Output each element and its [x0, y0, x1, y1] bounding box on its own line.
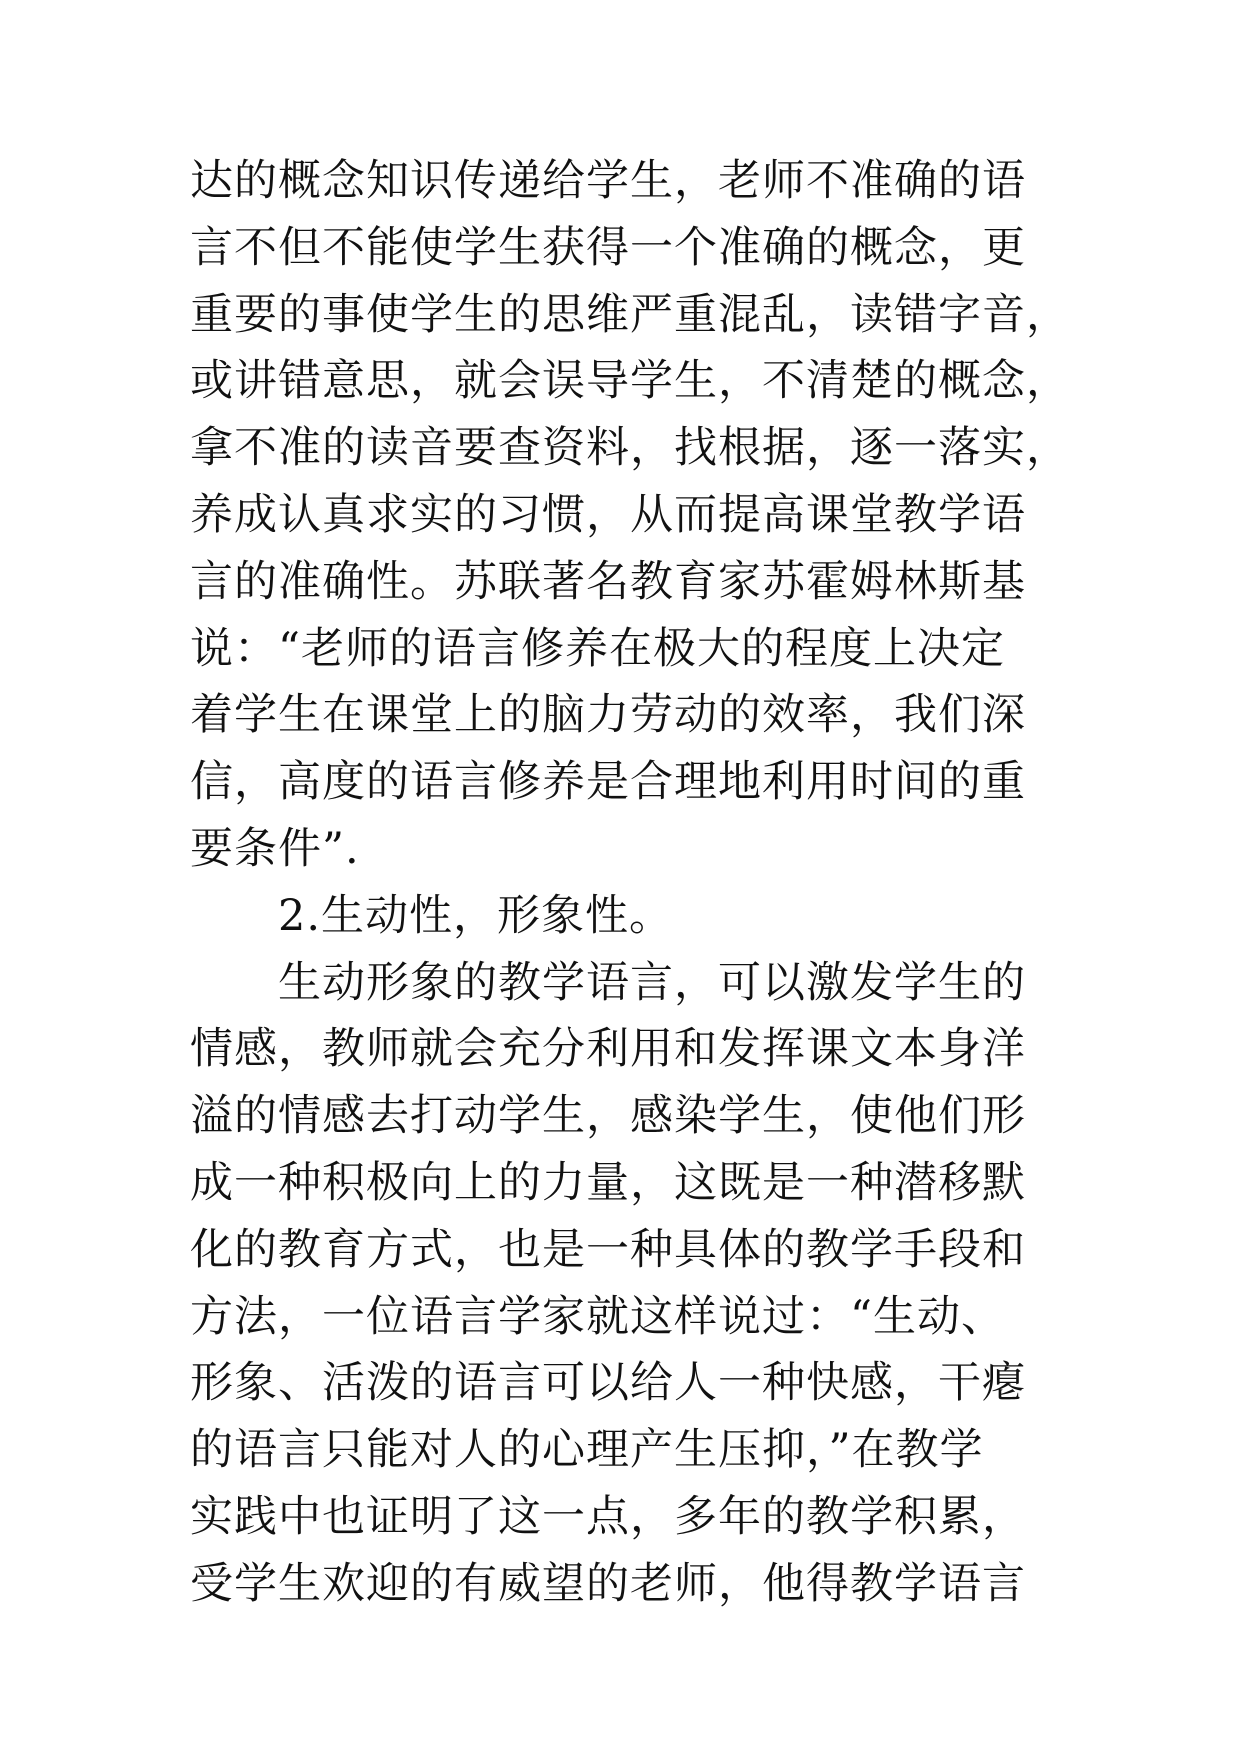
- text-line: 方法，一位语言学家就这样说过：“生动、: [190, 1291, 1005, 1342]
- text-line: 或讲错意思，就会误导学生，不清楚的概念，: [190, 356, 1070, 407]
- text-line: 化的教育方式，也是一种具体的教学手段和: [190, 1224, 1026, 1275]
- section-heading: 2.生动性，形象性。: [278, 890, 674, 941]
- text-line: 成一种积极向上的力量，这既是一种潜移默: [190, 1157, 1026, 1208]
- text-line: 言不但不能使学生获得一个准确的概念，更: [190, 222, 1026, 273]
- text-line: 达的概念知识传递给学生，老师不准确的语: [190, 156, 1026, 206]
- text-line: 情感，教师就会充分利用和发挥课文本身洋: [190, 1024, 1026, 1075]
- text-line: 形象、活泼的语言可以给人一种快感，干瘪: [190, 1358, 1026, 1409]
- text-line: 实践中也证明了这一点，多年的教学积累，: [190, 1491, 1026, 1542]
- text-line: 养成认真求实的习惯，从而提高课堂教学语: [190, 489, 1026, 540]
- text-line: 着学生在课堂上的脑力劳动的效率，我们深: [190, 690, 1026, 741]
- text-line: 溢的情感去打动学生，感染学生，使他们形: [190, 1091, 1026, 1142]
- body-text: [190, 148, 1110, 1618]
- text-line: 言的准确性。苏联著名教育家苏霍姆林斯基: [190, 556, 1026, 607]
- text-line: 要条件”.: [190, 823, 360, 874]
- text-line: 受学生欢迎的有威望的老师，他得教学语言: [190, 1558, 1026, 1609]
- text-line: 拿不准的读音要查资料，找根据，逐一落实，: [190, 423, 1070, 474]
- paragraph-first-line: 生动形象的教学语言，可以激发学生的: [278, 957, 1026, 1008]
- text-line: 信，高度的语言修养是合理地利用时间的重: [190, 757, 1026, 808]
- text-line: 重要的事使学生的思维严重混乱，读错字音，: [190, 289, 1070, 340]
- text-line: 的语言只能对人的心理产生压抑，”在教学: [190, 1425, 984, 1476]
- text-line: 说：“老师的语言修养在极大的程度上决定: [190, 623, 1005, 674]
